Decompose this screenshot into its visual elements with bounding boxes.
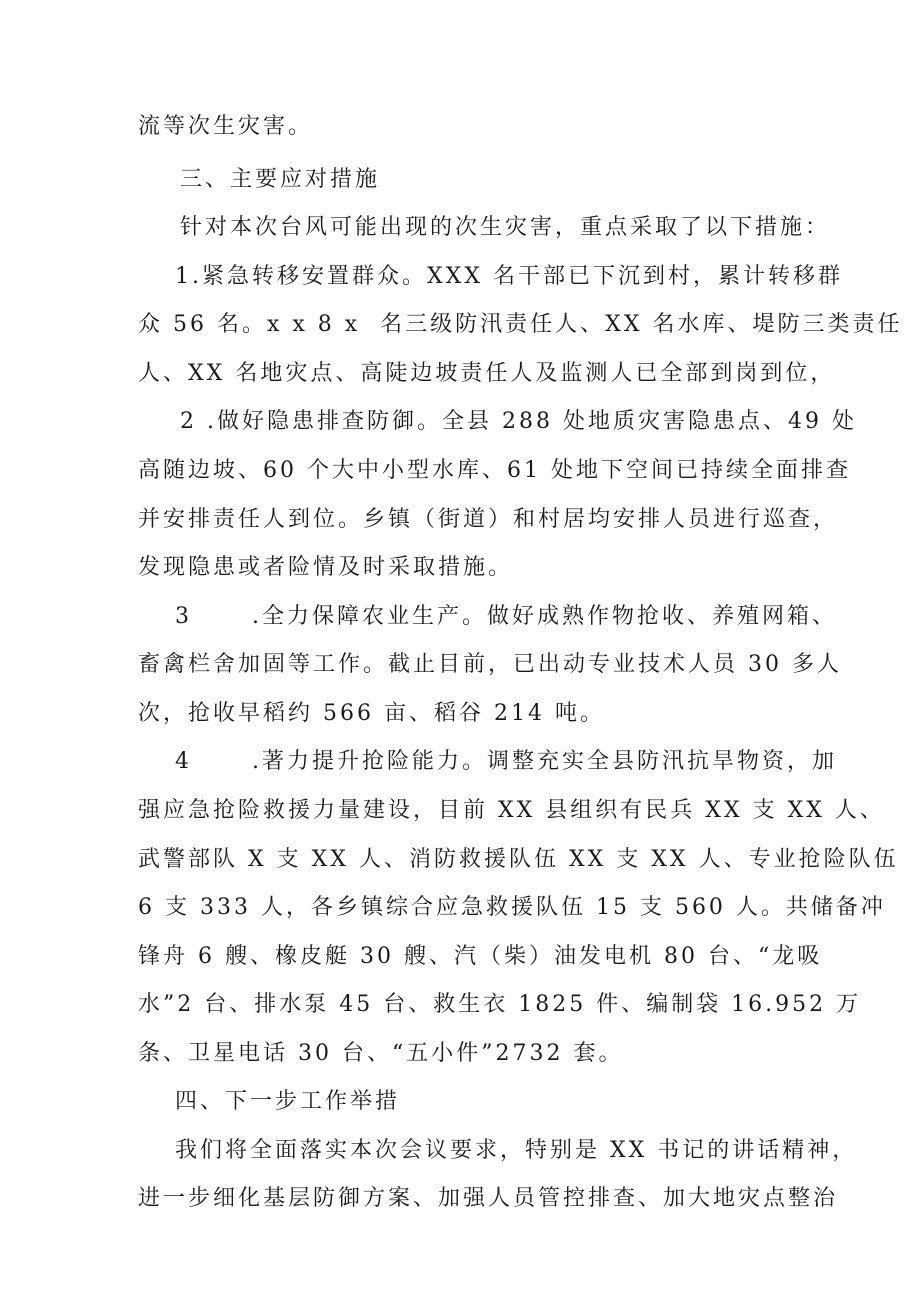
text-line: 流等次生灾害。 (138, 114, 314, 139)
text-line: 3 .全力保障农业生产。做好成熟作物抢收、养殖网箱、 (175, 604, 837, 629)
text-line: 条、卫星电话 30 台、“五小件”2732 套。 (138, 1041, 624, 1066)
text-line: 次，抢收早稻约 566 亩、稻谷 214 吨。 (138, 701, 605, 726)
text-line: 水”2 台、排水泵 45 台、救生衣 1825 件、编制袋 16.952 万 (138, 992, 862, 1017)
text-line: 锋舟 6 艘、橡皮艇 30 艘、汽（柴）油发电机 80 台、“龙吸 (138, 944, 823, 969)
text-line: 6 支 333 人，各乡镇综合应急救援队伍 15 支 560 人。共储备冲 (138, 895, 886, 920)
section-heading: 三、主要应对措施 (180, 167, 381, 192)
text-line: 强应急抢险救援力量建设，目前 XX 县组织有民兵 XX 支 XX 人、 (138, 798, 885, 823)
text-line: 众 56 名。x x 8 x 名三级防汛责任人、XX 名水库、堤防三类责任 (138, 312, 903, 337)
text-line: 4 .著力提升抢险能力。调整充实全县防汛抗旱物资，加 (175, 749, 837, 774)
text-line: 我们将全面落实本次会议要求，特别是 XX 书记的讲话精神， (175, 1138, 858, 1163)
text-line: 武警部队 X 支 XX 人、消防救援队伍 XX 支 XX 人、专业抢险队伍 (138, 847, 899, 872)
text-line: 高随边坡、60 个大中小型水库、61 处地下空间已持续全面排查 (138, 458, 851, 483)
section-heading: 四、下一步工作举措 (175, 1089, 401, 1114)
text-line: 进一步细化基层防御方案、加强人员管控排查、加大地灾点整治 (138, 1186, 839, 1211)
text-line: 1.紧急转移安置群众。XXX 名干部已下沉到村，累计转移群 (175, 264, 843, 289)
text-line: 针对本次台风可能出现的次生灾害，重点采取了以下措施： (180, 215, 831, 240)
text-line: 人、XX 名地灾点、高陡边坡责任人及监测人已全部到岗到位， (138, 361, 836, 386)
text-line: 2 .做好隐患排查防御。全县 288 处地质灾害隐患点、49 处 (180, 409, 857, 434)
text-line: 畜禽栏舍加固等工作。截止目前，已出动专业技术人员 30 多人 (138, 652, 842, 677)
text-line: 并安排责任人到位。乡镇（街道）和村居均安排人员进行巡查， (138, 507, 839, 532)
text-line: 发现隐患或者险情及时采取措施。 (138, 555, 514, 580)
